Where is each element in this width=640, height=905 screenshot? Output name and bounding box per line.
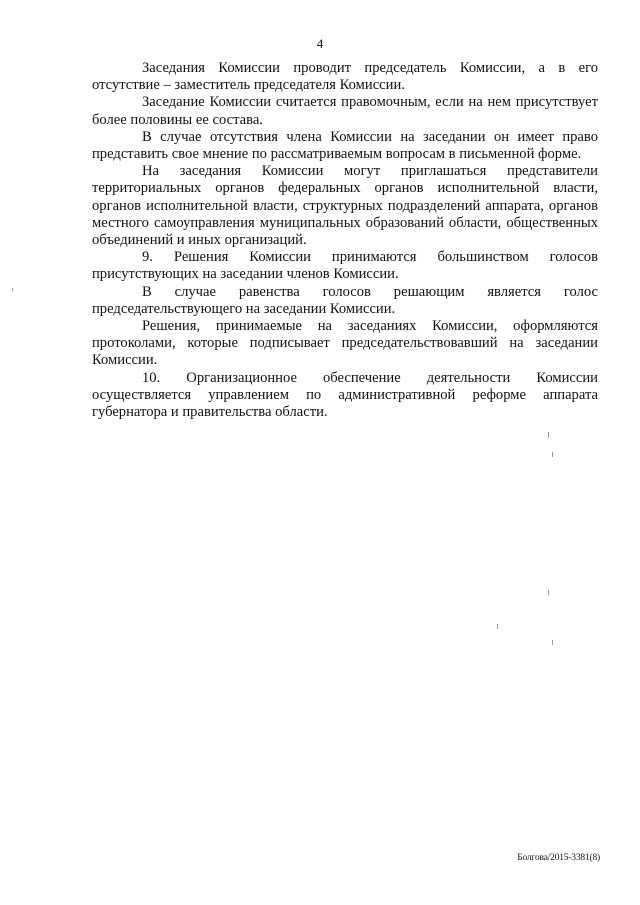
paragraph-support: 10. Организационное обеспечение деятельности Комиссии осуществляется управлением по административной реформе аппарата губернатора и правительства области. [92, 369, 598, 421]
scan-speck [12, 288, 13, 291]
paragraph-absence: В случае отсутствия члена Комиссии на заседании он имеет право представить свое мнение по рассматриваемым вопросам в письменной форме. [92, 128, 598, 163]
document-reference: Болгова/2015-3381(8) [517, 853, 600, 863]
paragraph-minutes: Решения, принимаемые на заседаниях Комиссии, оформляются протоколами, которые подписывает председательствовавший на заседании Комиссии. [92, 318, 598, 369]
paragraph-tie-vote: В случае равенства голосов решающим является голос председательствующего на заседании Комиссии. [92, 283, 598, 317]
scan-speck [552, 452, 553, 457]
scan-speck [552, 640, 553, 645]
paragraph-quorum: Заседание Комиссии считается правомочным, если на нем присутствует более половины ее состава. [92, 94, 598, 128]
paragraph-chair: Заседания Комиссии проводит председатель Комиссии, а в его отсутствие – заместитель председателя Комиссии. [92, 60, 598, 94]
scan-speck [497, 624, 498, 629]
page-number: 4 [316, 36, 324, 51]
paragraph-invitees: На заседания Комиссии могут приглашаться представители территориальных органов федеральных органов исполнительной власти, органов исполнительной власти, структурных подразделений аппарата, органов местного самоуправления муниципальных образований области, общественных объединений и иных организаций. [92, 163, 598, 249]
paragraph-decisions: 9. Решения Комиссии принимаются большинством голосов присутствующих на заседании членов Комиссии. [92, 249, 598, 283]
document-body [92, 60, 598, 421]
scan-speck [548, 590, 549, 595]
scan-speck [548, 432, 549, 438]
